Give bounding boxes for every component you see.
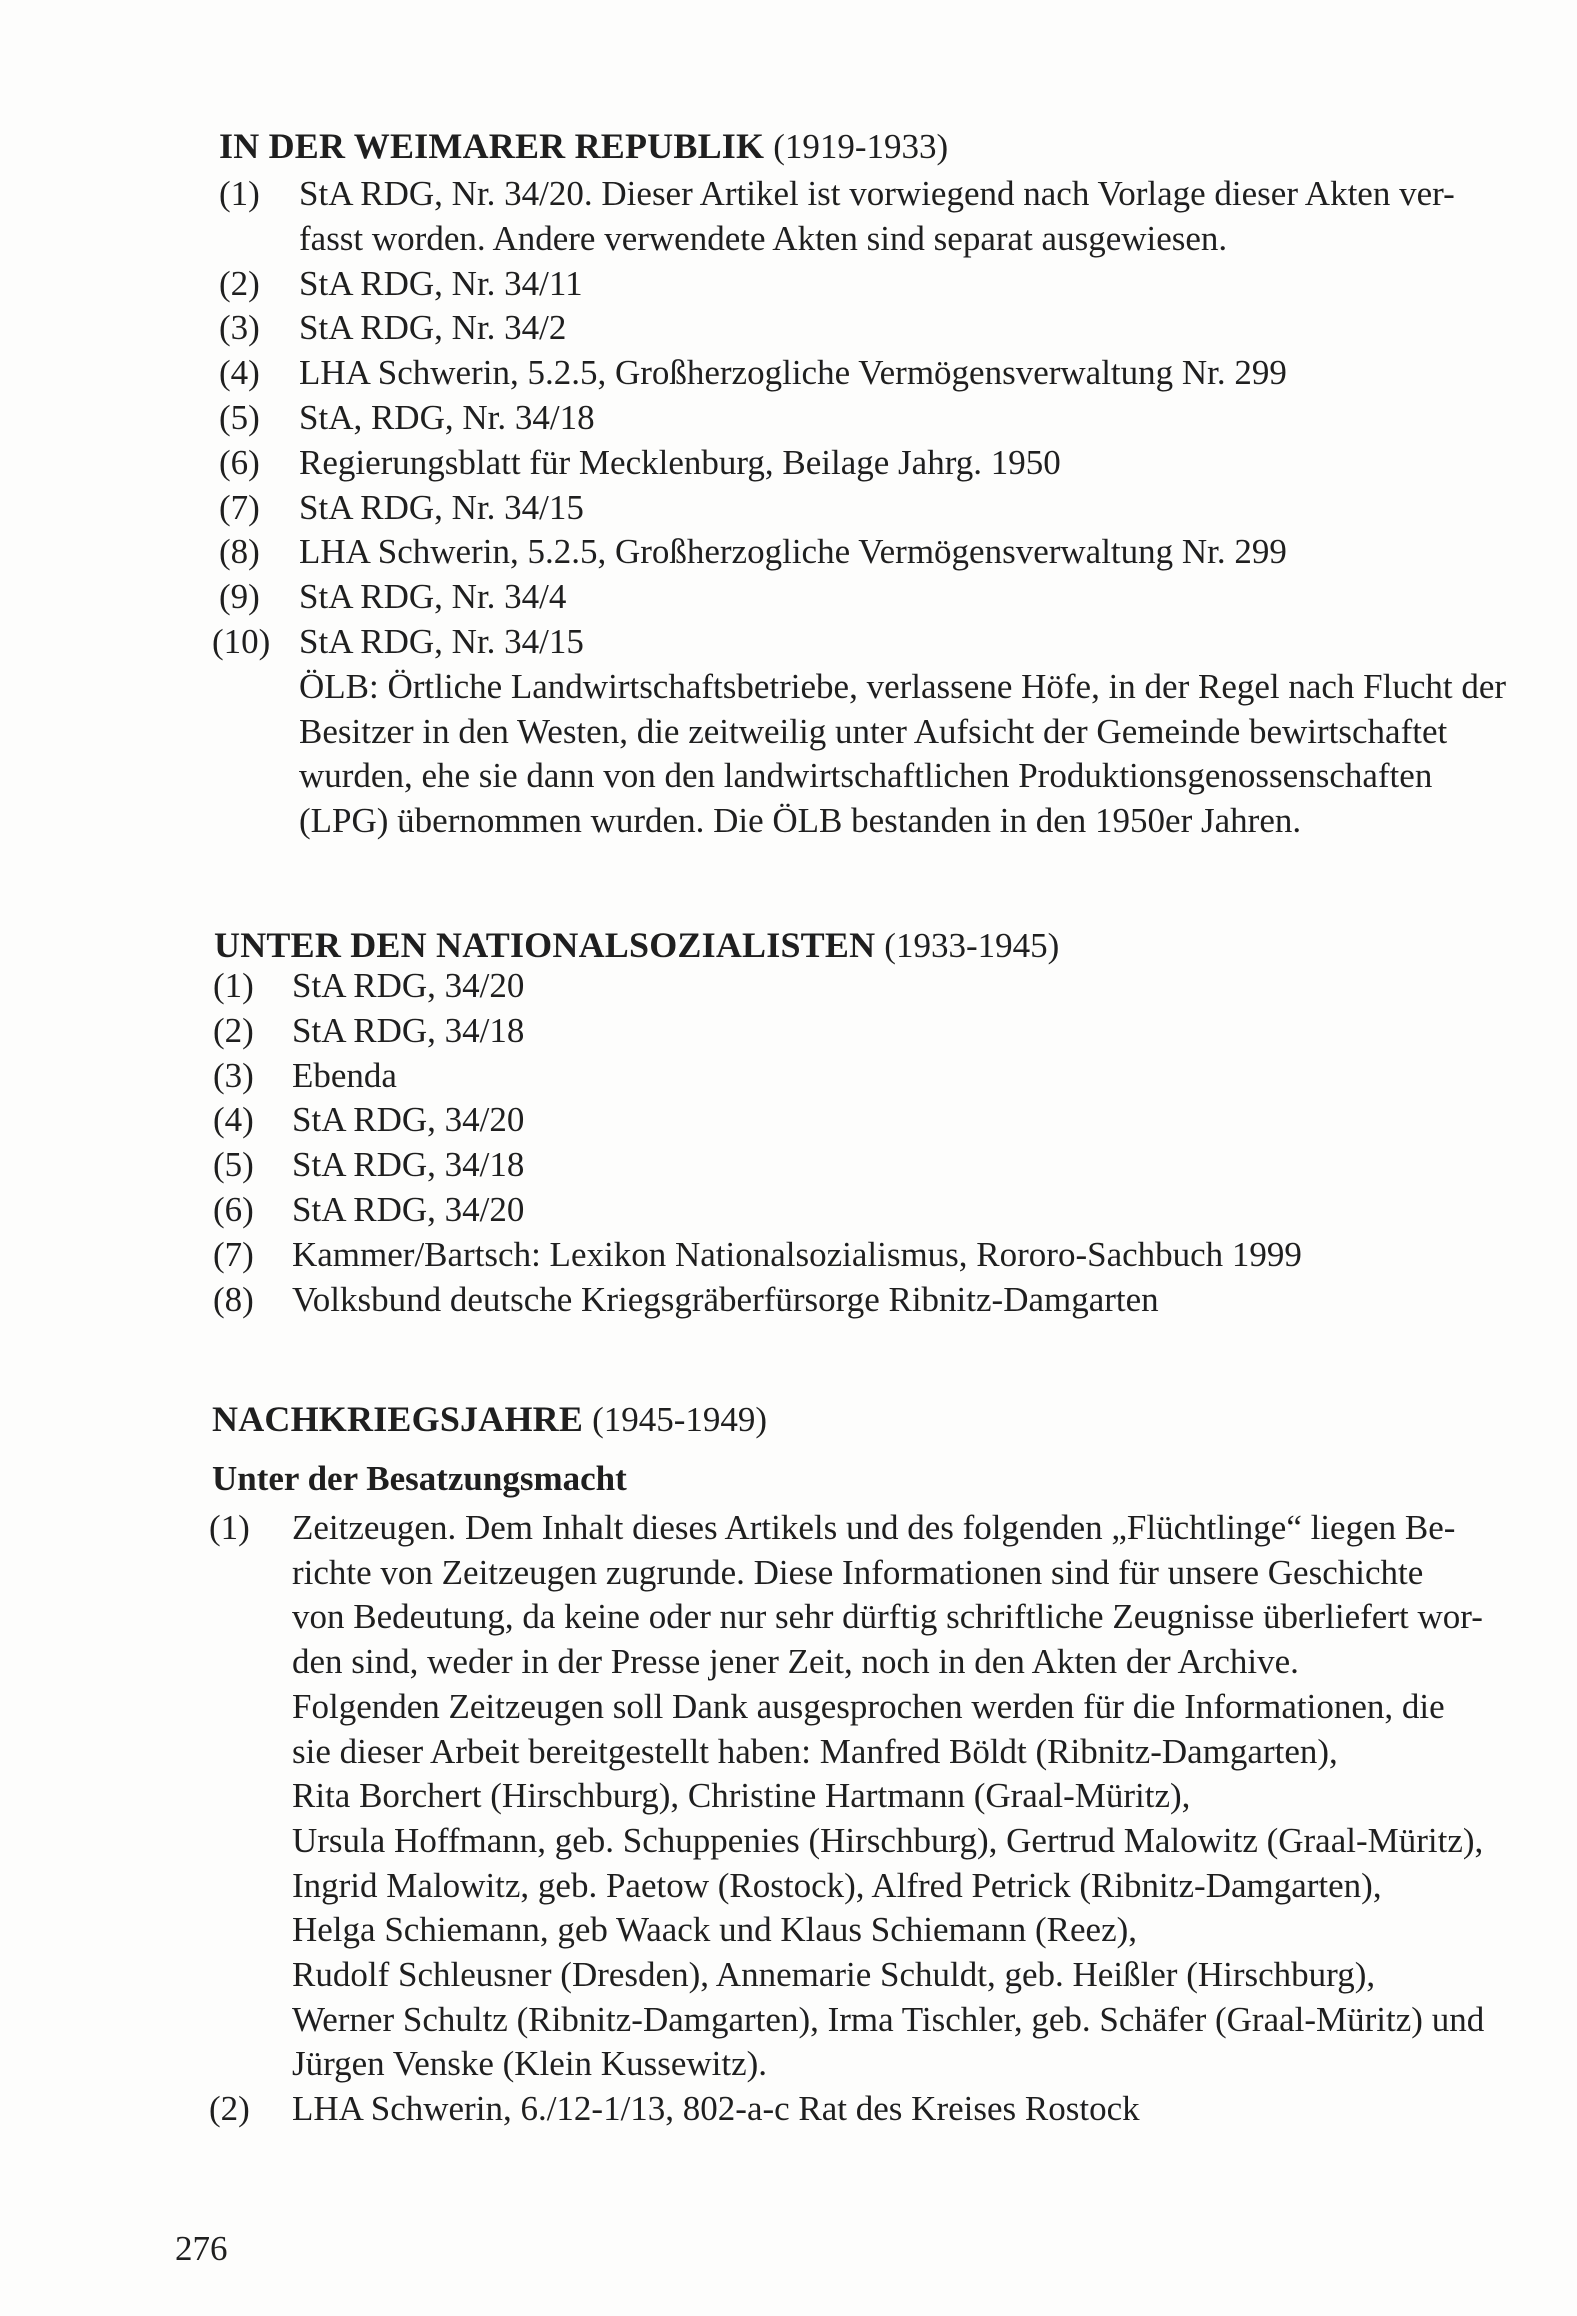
note-number: (2) [213, 1010, 254, 1050]
note-line: Jürgen Venske (Klein Kussewitz). [292, 2044, 768, 2084]
note-item [213, 1278, 1302, 1323]
note-line: StA RDG, 34/18 [292, 1145, 525, 1185]
note-line: Helga Schiemann, geb Waack und Klaus Schiemann (Reez), [292, 1910, 1138, 1950]
section-heading-text: NACHKRIEGSJAHRE [212, 1399, 584, 1439]
note-line: LHA Schwerin, 5.2.5, Großherzogliche Vermögensverwaltung Nr. 299 [299, 353, 1287, 393]
note-number: (1) [219, 174, 260, 213]
note-line: wurden, ehe sie dann von den landwirtschaftlichen Produktionsgenossenschaften [299, 756, 1433, 796]
note-line: LHA Schwerin, 6./12-1/13, 802-a-c Rat des Kreises Rostock [292, 2089, 1140, 2129]
note-item [213, 1233, 1302, 1278]
note-number: (7) [219, 487, 260, 527]
note-line: (LPG) übernommen wurden. Die ÖLB bestanden in den 1950er Jahren. [299, 801, 1302, 841]
note-item [212, 620, 1507, 844]
note-text [292, 1188, 524, 1233]
note-item [219, 486, 1506, 531]
note-number: (7) [213, 1234, 254, 1274]
note-line: StA RDG, Nr. 34/20. Dieser Artikel ist vorwiegend nach Vorlage dieser Akten ver- [299, 174, 1455, 213]
note-item [213, 1098, 1302, 1143]
note-line: StA RDG, 34/18 [292, 1010, 525, 1050]
note-text [299, 172, 1455, 262]
note-number: (4) [219, 353, 260, 393]
note-number: (6) [219, 442, 260, 482]
note-item [219, 530, 1506, 575]
note-line: Rita Borchert (Hirschburg), Christine Hartmann (Graal-Müritz), [292, 1776, 1191, 1816]
note-text [292, 1009, 524, 1054]
note-number: (2) [219, 263, 260, 303]
note-text [292, 1506, 1484, 2087]
note-text [292, 1278, 1159, 1323]
section-heading-text: UNTER DEN NATIONALSOZIALISTEN [214, 925, 876, 965]
note-number: (9) [219, 577, 260, 617]
note-line: Regierungsblatt für Mecklenburg, Beilage Jahrg. 1950 [299, 442, 1061, 482]
note-line: Volksbund deutsche Kriegsgräberfürsorge Ribnitz-Damgarten [292, 1279, 1159, 1319]
note-text [299, 530, 1287, 575]
note-number: (6) [213, 1189, 254, 1229]
section-heading-ns [214, 923, 1059, 968]
note-item [213, 964, 1302, 1009]
note-line: Ingrid Malowitz, geb. Paetow (Rostock), Alfred Petrick (Ribnitz-Damgarten), [292, 1865, 1382, 1905]
note-item [219, 306, 1506, 351]
note-text [292, 2087, 1140, 2132]
note-line: von Bedeutung, da keine oder nur sehr dürftig schriftliche Zeugnisse überliefert wor- [292, 1597, 1483, 1637]
note-text [299, 262, 583, 307]
note-line: StA RDG, Nr. 34/2 [299, 308, 567, 348]
note-line: Ebenda [292, 1055, 397, 1095]
note-line: StA RDG, 34/20 [292, 1100, 525, 1140]
note-line: sie dieser Arbeit bereitgestellt haben: Manfred Böldt (Ribnitz-Damgarten), [292, 1731, 1338, 1771]
note-number: (8) [219, 532, 260, 572]
note-line: LHA Schwerin, 5.2.5, Großherzogliche Vermögensverwaltung Nr. 299 [299, 532, 1287, 572]
note-text [299, 351, 1287, 396]
note-item [213, 1143, 1302, 1188]
section-heading-text: IN DER WEIMARER REPUBLIK [219, 126, 765, 166]
note-item [219, 351, 1506, 396]
note-number: (5) [213, 1145, 254, 1185]
note-line: Kammer/Bartsch: Lexikon Nationalsozialismus, Rororo-Sachbuch 1999 [292, 1234, 1302, 1274]
note-text [299, 396, 595, 441]
note-line: richte von Zeitzeugen zugrunde. Diese Informationen sind für unsere Geschichte [292, 1552, 1424, 1592]
note-line: StA RDG, 34/20 [292, 1189, 525, 1229]
note-text [299, 306, 566, 351]
note-text [292, 1054, 397, 1099]
note-number: (10) [212, 621, 271, 661]
section-heading-period: (1919-1933) [773, 127, 949, 166]
note-number: (3) [213, 1055, 254, 1095]
section-heading-period: (1933-1945) [884, 926, 1060, 965]
note-number: (5) [219, 397, 260, 437]
note-item [209, 1506, 1484, 2087]
section-heading-period: (1945-1949) [592, 1400, 768, 1439]
note-line: Rudolf Schleusner (Dresden), Annemarie Schuldt, geb. Heißler (Hirschburg), [292, 1955, 1376, 1995]
note-text [299, 441, 1061, 486]
note-number: (2) [209, 2089, 250, 2129]
note-line: Besitzer in den Westen, die zeitweilig unter Aufsicht der Gemeinde bewirtschaftet [299, 711, 1448, 751]
note-line: StA RDG, 34/20 [292, 966, 525, 1005]
note-number: (4) [213, 1100, 254, 1140]
note-item [219, 262, 1506, 307]
section-heading-postwar [212, 1397, 767, 1442]
note-text [299, 486, 584, 531]
section-subheading: Unter der Besatzungsmacht [212, 1459, 627, 1498]
note-line: StA RDG, Nr. 34/15 [299, 621, 584, 661]
note-item [219, 396, 1506, 441]
note-item [219, 172, 1506, 262]
note-item [219, 441, 1506, 486]
notes-list-weimar [212, 172, 1507, 844]
section-heading-weimar [219, 124, 948, 169]
notes-list-postwar [209, 1506, 1484, 2132]
note-text [292, 1143, 524, 1188]
note-line: StA RDG, Nr. 34/4 [299, 577, 567, 617]
note-number: (1) [209, 1508, 250, 1547]
note-number: (3) [219, 308, 260, 348]
note-text [299, 575, 566, 620]
note-line: StA RDG, Nr. 34/11 [299, 263, 583, 303]
note-item [213, 1188, 1302, 1233]
note-line: ÖLB: Örtliche Landwirtschaftsbetriebe, verlassene Höfe, in der Regel nach Flucht der [299, 666, 1507, 706]
note-line: fasst worden. Andere verwendete Akten sind separat ausgewiesen. [299, 218, 1228, 258]
note-text [299, 620, 1506, 844]
note-item [213, 1009, 1302, 1054]
note-item [209, 2087, 1484, 2132]
note-line: Werner Schultz (Ribnitz-Damgarten), Irma Tischler, geb. Schäfer (Graal-Müritz) und [292, 1999, 1485, 2039]
note-line: Folgenden Zeitzeugen soll Dank ausgesprochen werden für die Informationen, die [292, 1686, 1445, 1726]
page-number: 276 [175, 2229, 228, 2268]
note-number: (1) [213, 966, 254, 1005]
note-line: Zeitzeugen. Dem Inhalt dieses Artikels und des folgenden „Flüchtlinge“ liegen Be- [292, 1508, 1456, 1547]
note-line: StA, RDG, Nr. 34/18 [299, 397, 595, 437]
note-line: den sind, weder in der Presse jener Zeit, noch in den Akten der Archive. [292, 1642, 1299, 1682]
note-line: StA RDG, Nr. 34/15 [299, 487, 584, 527]
note-text [292, 1233, 1302, 1278]
note-item [213, 1054, 1302, 1099]
note-line: Ursula Hoffmann, geb. Schuppenies (Hirschburg), Gertrud Malowitz (Graal-Müritz), [292, 1820, 1484, 1860]
notes-list-ns [213, 964, 1302, 1322]
note-number: (8) [213, 1279, 254, 1319]
note-text [292, 1098, 524, 1143]
note-item [219, 575, 1506, 620]
note-text [292, 964, 524, 1009]
